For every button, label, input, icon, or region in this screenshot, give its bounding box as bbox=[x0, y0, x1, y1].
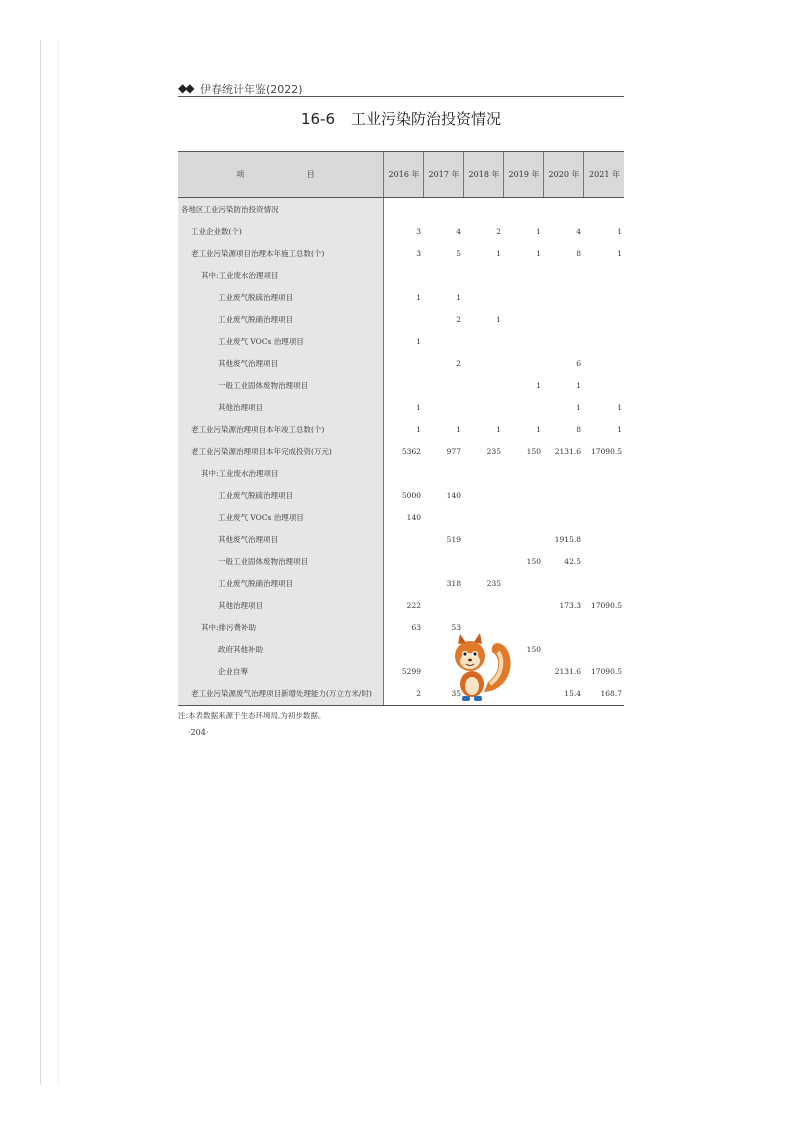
table-row bbox=[178, 507, 624, 529]
row-label: 其中:排污费补助 bbox=[201, 623, 257, 632]
row-label: 工业废气脱硫治理项目 bbox=[218, 491, 293, 500]
cell-value: 1 bbox=[456, 293, 461, 302]
cell-value: 5299 bbox=[401, 667, 421, 676]
cell-value bbox=[503, 573, 541, 595]
row-label: 工业废气脱硝治理项目 bbox=[218, 579, 293, 588]
cell-value bbox=[463, 375, 501, 397]
cell-value bbox=[543, 331, 581, 353]
table-row bbox=[178, 551, 624, 573]
cell-value bbox=[543, 617, 581, 639]
cell-value: 235 bbox=[486, 447, 501, 456]
cell-value: 1 bbox=[416, 425, 421, 434]
row-label: 其他废气治理项目 bbox=[218, 359, 278, 368]
header-rule bbox=[178, 96, 624, 97]
row-label: 老工业污染源治理项目本年完成投资(万元) bbox=[191, 447, 332, 456]
table-note: 注:本表数据来源于生态环境局,为初步数据。 bbox=[178, 711, 326, 720]
cell-value bbox=[503, 309, 541, 331]
row-label: 老工业污染源项目治理本年施工总数(个) bbox=[191, 249, 325, 258]
cell-value bbox=[584, 309, 622, 331]
cell-value bbox=[584, 199, 622, 221]
cell-value: 17090.5 bbox=[590, 447, 622, 456]
cell-value bbox=[503, 595, 541, 617]
squirrel-mascot-image bbox=[440, 632, 518, 706]
cell-value bbox=[463, 551, 501, 573]
cell-value bbox=[383, 375, 421, 397]
cell-value bbox=[463, 463, 501, 485]
cell-value bbox=[543, 287, 581, 309]
cell-value: 1 bbox=[536, 425, 541, 434]
cell-value bbox=[584, 551, 622, 573]
cell-value: 2 bbox=[496, 227, 501, 236]
cell-value: 1 bbox=[416, 293, 421, 302]
column-header-year: 2020 年 bbox=[543, 152, 584, 197]
cell-value bbox=[543, 639, 581, 661]
cell-value: 3 bbox=[416, 227, 421, 236]
row-label: 其他治理项目 bbox=[218, 601, 263, 610]
row-label: 工业废气脱硝治理项目 bbox=[218, 315, 293, 324]
cell-value: 318 bbox=[446, 579, 461, 588]
cell-value bbox=[423, 551, 461, 573]
cell-value bbox=[543, 485, 581, 507]
cell-value: 15.4 bbox=[564, 689, 581, 698]
cell-value: 2131.6 bbox=[554, 667, 581, 676]
cell-value: 63 bbox=[411, 623, 421, 632]
cell-value: 1 bbox=[617, 425, 622, 434]
cell-value bbox=[543, 265, 581, 287]
cell-value bbox=[383, 265, 421, 287]
cell-value bbox=[423, 397, 461, 419]
cell-value bbox=[423, 595, 461, 617]
cell-value bbox=[503, 353, 541, 375]
cell-value: 1 bbox=[496, 315, 501, 324]
table-row bbox=[178, 199, 624, 221]
column-header-year: 2021 年 bbox=[583, 152, 625, 197]
column-header-year: 2018 年 bbox=[463, 152, 504, 197]
cell-value bbox=[584, 529, 622, 551]
cell-value bbox=[584, 265, 622, 287]
cell-value bbox=[463, 353, 501, 375]
row-label: 其中:工业废水治理项目 bbox=[201, 271, 279, 280]
cell-value bbox=[423, 507, 461, 529]
row-label: 老工业污染源治理项目本年竣工总数(个) bbox=[191, 425, 325, 434]
row-label: 工业废气 VOCs 治理项目 bbox=[218, 337, 304, 346]
cell-value bbox=[584, 639, 622, 661]
cell-value: 2131.6 bbox=[554, 447, 581, 456]
cell-value: 1 bbox=[536, 227, 541, 236]
cell-value bbox=[383, 353, 421, 375]
cell-value bbox=[463, 199, 501, 221]
table-row bbox=[178, 353, 624, 375]
cell-value: 5362 bbox=[401, 447, 421, 456]
cell-value bbox=[503, 331, 541, 353]
cell-value: 222 bbox=[406, 601, 421, 610]
cell-value bbox=[543, 199, 581, 221]
cell-value: 5000 bbox=[401, 491, 421, 500]
cell-value: 1 bbox=[576, 403, 581, 412]
cell-value bbox=[423, 199, 461, 221]
cell-value bbox=[584, 287, 622, 309]
cell-value bbox=[463, 595, 501, 617]
row-label: 老工业污染源废气治理项目新增处理能力(万立方米/时) bbox=[191, 689, 372, 698]
cell-value: 2 bbox=[456, 315, 461, 324]
cell-value: 173.3 bbox=[559, 601, 581, 610]
cell-value bbox=[584, 573, 622, 595]
cell-value: 140 bbox=[406, 513, 421, 522]
cell-value: 1 bbox=[536, 381, 541, 390]
cell-value: 235 bbox=[486, 579, 501, 588]
cell-value: 5 bbox=[456, 249, 461, 258]
cell-value: 1915.8 bbox=[554, 535, 581, 544]
cell-value bbox=[423, 463, 461, 485]
table-row bbox=[178, 661, 624, 683]
cell-value: 3 bbox=[416, 249, 421, 258]
running-header bbox=[178, 80, 624, 98]
table-row bbox=[178, 419, 624, 441]
cell-value bbox=[584, 617, 622, 639]
cell-value: 977 bbox=[446, 447, 461, 456]
cell-value bbox=[383, 199, 421, 221]
cell-value: 140 bbox=[446, 491, 461, 500]
data-table bbox=[178, 151, 624, 706]
cell-value bbox=[503, 485, 541, 507]
cell-value: 1 bbox=[496, 425, 501, 434]
cell-value bbox=[543, 507, 581, 529]
cell-value: 1 bbox=[496, 249, 501, 258]
cell-value bbox=[543, 309, 581, 331]
cell-value bbox=[383, 639, 421, 661]
cell-value: 8 bbox=[576, 425, 581, 434]
column-header-item: 项 目 bbox=[236, 170, 345, 179]
cell-value: 168.7 bbox=[600, 689, 622, 698]
table-row bbox=[178, 309, 624, 331]
table-row bbox=[178, 683, 624, 705]
cell-value bbox=[383, 463, 421, 485]
cell-value bbox=[383, 551, 421, 573]
cell-value bbox=[584, 353, 622, 375]
cell-value: 1 bbox=[576, 381, 581, 390]
cell-value: 150 bbox=[526, 645, 541, 654]
cell-value: 42.5 bbox=[564, 557, 581, 566]
row-label: 一般工业固体废物治理项目 bbox=[218, 557, 308, 566]
page-number: ·204· bbox=[188, 728, 209, 737]
row-label: 各地区工业污染防治投资情况 bbox=[181, 205, 279, 214]
table-row bbox=[178, 529, 624, 551]
row-label: 企业自筹 bbox=[218, 667, 248, 676]
cell-value bbox=[503, 287, 541, 309]
cell-value: 1 bbox=[416, 337, 421, 346]
cell-value: 1 bbox=[617, 227, 622, 236]
cell-value: 1 bbox=[416, 403, 421, 412]
cell-value bbox=[463, 331, 501, 353]
cell-value bbox=[584, 331, 622, 353]
cell-value bbox=[463, 507, 501, 529]
cell-value: 2 bbox=[456, 359, 461, 368]
cell-value bbox=[543, 463, 581, 485]
table-header bbox=[178, 152, 624, 198]
page-margin-rule bbox=[40, 40, 41, 1085]
table-row bbox=[178, 243, 624, 265]
table-row bbox=[178, 331, 624, 353]
table-row bbox=[178, 221, 624, 243]
cell-value bbox=[503, 397, 541, 419]
cell-value bbox=[463, 529, 501, 551]
table-title: 工业污染防治投资情况 bbox=[351, 110, 502, 128]
cell-value: 1 bbox=[456, 425, 461, 434]
cell-value: 4 bbox=[576, 227, 581, 236]
row-label: 一般工业固体废物治理项目 bbox=[218, 381, 308, 390]
row-label: 政府其他补助 bbox=[218, 645, 263, 654]
row-label: 其他废气治理项目 bbox=[218, 535, 278, 544]
cell-value bbox=[584, 463, 622, 485]
table-row bbox=[178, 617, 624, 639]
table-row bbox=[178, 441, 624, 463]
row-label: 工业废气 VOCs 治理项目 bbox=[218, 513, 304, 522]
cell-value bbox=[383, 529, 421, 551]
cell-value bbox=[423, 331, 461, 353]
column-header-year: 2019 年 bbox=[503, 152, 544, 197]
cell-value: 35 bbox=[451, 689, 461, 698]
table-row bbox=[178, 265, 624, 287]
cell-value bbox=[463, 485, 501, 507]
cell-value bbox=[503, 529, 541, 551]
cell-value bbox=[503, 265, 541, 287]
table-row bbox=[178, 287, 624, 309]
cell-value: 17090.5 bbox=[590, 601, 622, 610]
table-number: 16-6 bbox=[300, 110, 336, 128]
column-header-year: 2017 年 bbox=[423, 152, 464, 197]
cell-value: 2 bbox=[416, 689, 421, 698]
page-margin-rule-inner bbox=[58, 40, 59, 1085]
cell-value bbox=[584, 375, 622, 397]
book-title: 伊春统计年鉴(2022) bbox=[200, 83, 303, 96]
table-row bbox=[178, 397, 624, 419]
table-row bbox=[178, 639, 624, 661]
cell-value: 8 bbox=[576, 249, 581, 258]
cell-value bbox=[584, 485, 622, 507]
cell-value: 1 bbox=[536, 249, 541, 258]
table-row bbox=[178, 463, 624, 485]
cell-value: 4 bbox=[456, 227, 461, 236]
table-row bbox=[178, 595, 624, 617]
cell-value bbox=[503, 507, 541, 529]
cell-value bbox=[383, 573, 421, 595]
cell-value bbox=[423, 265, 461, 287]
cell-value: 53 bbox=[451, 623, 461, 632]
cell-value bbox=[584, 507, 622, 529]
page-title bbox=[178, 108, 624, 129]
table-row bbox=[178, 573, 624, 595]
cell-value bbox=[503, 463, 541, 485]
table-row bbox=[178, 485, 624, 507]
cell-value bbox=[463, 287, 501, 309]
column-header-year: 2016 年 bbox=[383, 152, 424, 197]
cell-value: 150 bbox=[526, 557, 541, 566]
cell-value bbox=[503, 199, 541, 221]
table-row bbox=[178, 375, 624, 397]
cell-value: 150 bbox=[526, 447, 541, 456]
cell-value bbox=[463, 265, 501, 287]
cell-value: 17090.5 bbox=[590, 667, 622, 676]
cell-value bbox=[383, 309, 421, 331]
row-label: 其中:工业废水治理项目 bbox=[201, 469, 279, 478]
cell-value bbox=[543, 573, 581, 595]
cell-value: 1 bbox=[617, 249, 622, 258]
row-label: 其他治理项目 bbox=[218, 403, 263, 412]
row-label: 工业企业数(个) bbox=[191, 227, 242, 236]
diamond-icon: ◆◆ bbox=[178, 81, 193, 95]
cell-value bbox=[463, 397, 501, 419]
cell-value: 6 bbox=[576, 359, 581, 368]
cell-value bbox=[423, 375, 461, 397]
cell-value: 1 bbox=[617, 403, 622, 412]
row-label: 工业废气脱硫治理项目 bbox=[218, 293, 293, 302]
cell-value: 519 bbox=[446, 535, 461, 544]
